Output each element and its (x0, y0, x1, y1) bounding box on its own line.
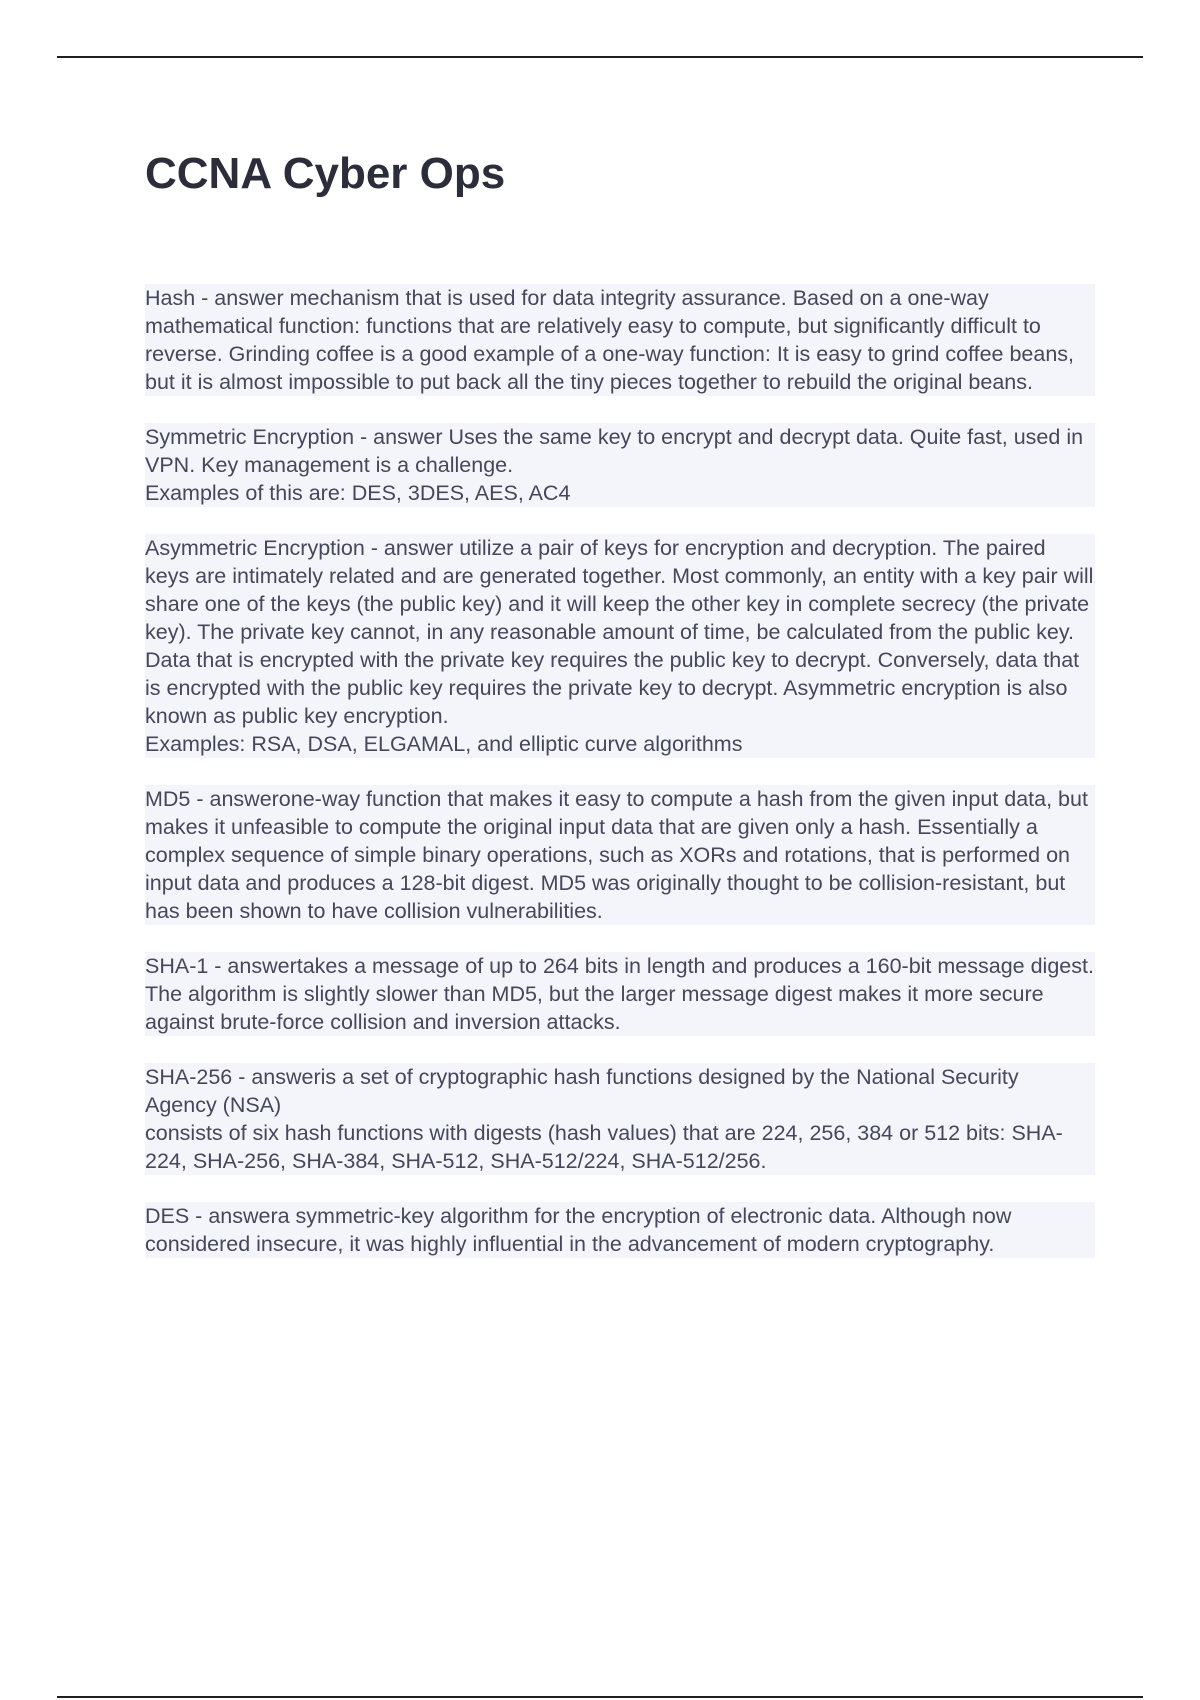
flashcard-sha-1 (145, 952, 1100, 1036)
card-text: MD5 - answerone-way function that makes it easy to compute a hash from the given input data, but makes it unfeasible to compute the original input data that are given only a hash. Essentially a complex sequence of simple binary operations, such as XORs and rotations, that is performed on input data and produces a 128-bit digest. MD5 was originally thought to be collision-resistant, but has been shown to have collision vulnerabilities. (145, 787, 1094, 923)
flashcard-sha-256 (145, 1063, 1095, 1175)
card-text: Examples: RSA, DSA, ELGAMAL, and elliptic curve algorithms (145, 730, 1095, 758)
card-text: Symmetric Encryption - answer Uses the same key to encrypt and decrypt data. Quite fast, used in VPN. Key management is a challenge. (145, 423, 1095, 479)
card-text: Asymmetric Encryption - answer utilize a pair of keys for encryption and decryption. The paired keys are intimately related and are generated together. Most commonly, an entity with a key pair will share one of the keys (the public key) and it will keep the other key in complete secrecy (the private key). The private key cannot, in any reasonable amount of time, be calculated from the public key. Data that is encrypted with the private key requires the public key to decrypt. Conversely, data that is encrypted with the public key requires the private key to decrypt. Asymmetric encryption is also known as public key encryption. (145, 536, 1100, 728)
top-divider (57, 56, 1143, 58)
flashcard-symmetric-encryption (145, 423, 1095, 507)
bottom-divider (57, 1696, 1143, 1698)
flashcard-md5 (145, 785, 1095, 925)
card-text: DES - answera symmetric-key algorithm for the encryption of electronic data. Although now considered insecure, it was highly influential in the advancement of modern cryptography. (145, 1202, 1095, 1258)
card-text: consists of six hash functions with digests (hash values) that are 224, 256, 384 or 512 bits: SHA-224, SHA-256, SHA-384, SHA-512, SHA-512/224, SHA-512/256. (145, 1119, 1095, 1175)
page-title: CCNA Cyber Ops (145, 149, 506, 198)
card-text: SHA-1 - answertakes a message of up to 264 bits in length and produces a 160-bit message digest. The algorithm is slightly slower than MD5, but the larger message digest makes it more secure against brute-force collision and inversion attacks. (145, 954, 1100, 1034)
flashcard-list (145, 284, 1100, 1285)
card-text: SHA-256 - answeris a set of cryptographic hash functions designed by the National Security Agency (NSA) (145, 1063, 1095, 1119)
card-text: Examples of this are: DES, 3DES, AES, AC4 (145, 479, 1095, 507)
flashcard-des (145, 1202, 1095, 1258)
flashcard-hash (145, 284, 1095, 396)
card-text: Hash - answer mechanism that is used for data integrity assurance. Based on a one-way mathematical function: functions that are relatively easy to compute, but significantly difficult to reverse. Grinding coffee is a good example of a one-way function: It is easy to grind coffee beans, but it is almost impossible to put back all the tiny pieces together to rebuild the original beans. (145, 284, 1095, 396)
flashcard-asymmetric-encryption (145, 534, 1100, 758)
